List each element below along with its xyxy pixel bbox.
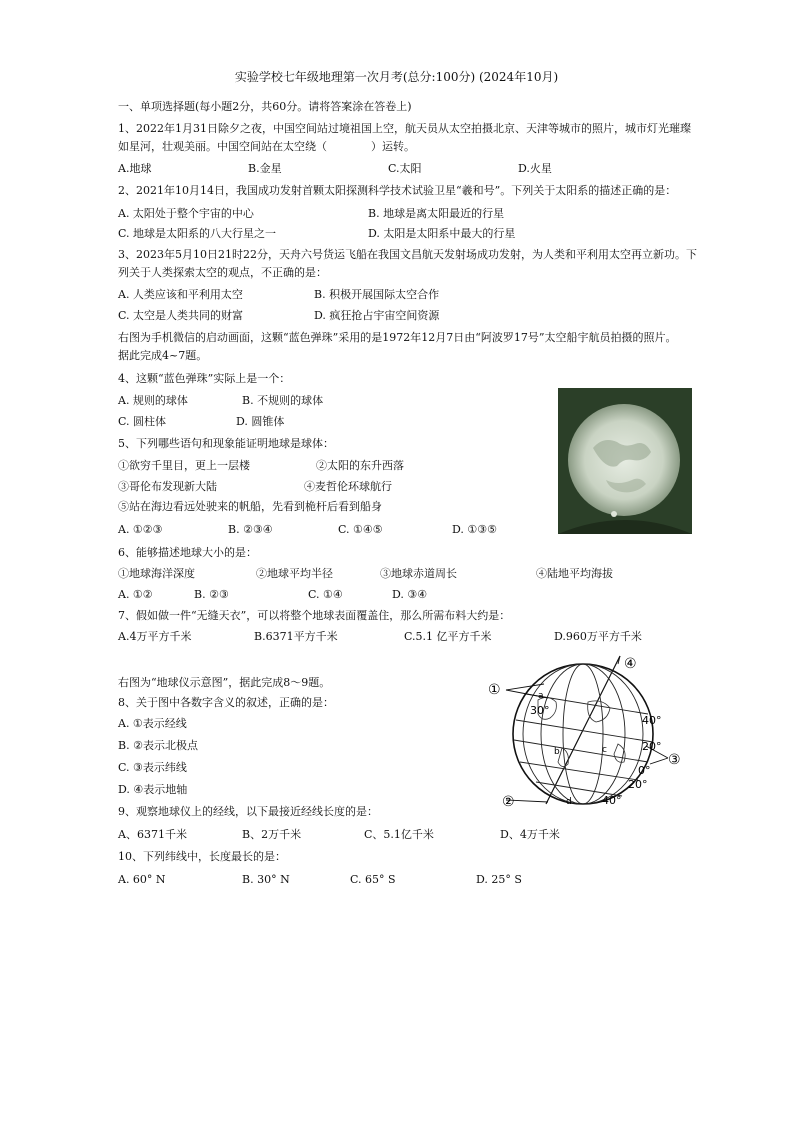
globe-label-3: ③ [668, 752, 681, 768]
q10-option-b[interactable]: B. 30° N [242, 873, 290, 886]
q4-option-a[interactable]: A. 规则的球体 [118, 394, 188, 407]
q5-item-4: ④麦哲伦环球航行 [304, 480, 392, 493]
q5-item-3: ③哥伦布发现新大陆 [118, 480, 217, 493]
q10-option-a[interactable]: A. 60° N [118, 873, 166, 886]
q9-option-b[interactable]: B、2万千米 [242, 828, 302, 841]
q7-option-b[interactable]: B.6371平方千米 [254, 630, 338, 643]
q3-option-d[interactable]: D. 疯狂抢占宇宙空间资源 [314, 309, 440, 322]
q5-option-c[interactable]: C. ①④⑤ [338, 523, 383, 536]
q6-option-b[interactable]: B. ②③ [194, 588, 229, 601]
q8-option-c[interactable]: C. ③表示纬线 [118, 761, 187, 774]
section-heading: 一、单项选择题(每小题2分，共60分。请将答案涂在答卷上) [118, 100, 412, 113]
q4-option-c[interactable]: C. 圆柱体 [118, 415, 167, 428]
q2-option-a[interactable]: A. 太阳处于整个宇宙的中心 [118, 207, 254, 220]
q1-stem-line2: 如星河，壮观美丽。中国空间站在太空绕（ ）运转。 [118, 140, 415, 153]
q5-stem: 5、下列哪些语句和现象能证明地球是球体： [118, 437, 334, 450]
q6-item-2: ②地球平均半径 [256, 567, 333, 580]
q1-option-b[interactable]: B.金星 [248, 162, 282, 175]
q8-option-b[interactable]: B. ②表示北极点 [118, 739, 198, 752]
q6-option-c[interactable]: C. ①④ [308, 588, 343, 601]
q6-option-a[interactable]: A. ①② [118, 588, 153, 601]
q9-option-c[interactable]: C、5.1亿千米 [364, 828, 434, 841]
q4-option-b[interactable]: B. 不规则的球体 [242, 394, 324, 407]
globe-degree-20n: 20° [642, 740, 662, 753]
intro-4-7-line1: 右图为手机微信的启动画面，这颗“蓝色弹珠”采用的是1972年12月7日由“阿波罗17号”太空船宇航员拍摄的照片。 [118, 331, 677, 344]
globe-degree-20s: 20° [628, 778, 648, 791]
globe-letter-b: b [554, 747, 560, 757]
q2-option-c[interactable]: C. 地球是太阳系的八大行星之一 [118, 227, 277, 240]
q5-item-2: ②太阳的东升西落 [316, 459, 404, 472]
globe-degree-40s: 40° [602, 794, 622, 807]
q5-option-a[interactable]: A. ①②③ [118, 523, 163, 536]
q7-option-a[interactable]: A.4万平方千米 [118, 630, 192, 643]
q9-option-a[interactable]: A、6371千米 [118, 828, 187, 841]
earth-photo-icon [558, 388, 692, 534]
q8-option-d[interactable]: D. ④表示地轴 [118, 783, 188, 796]
q6-option-d[interactable]: D. ③④ [392, 588, 428, 601]
q3-option-a[interactable]: A. 人类应该和平利用太空 [118, 288, 243, 301]
q10-option-c[interactable]: C. 65° S [350, 873, 396, 886]
q6-stem: 6、能够描述地球大小的是： [118, 546, 257, 559]
globe-diagram [478, 652, 698, 812]
q10-option-d[interactable]: D. 25° S [476, 873, 522, 886]
q1-stem-line1: 1、2022年1月31日除夕之夜，中国空间站过境祖国上空，航天员从太空拍摄北京、天津等城市的照片，城市灯光璀璨 [118, 122, 691, 135]
q2-stem: 2、2021年10月14日，我国成功发射首颗太阳探测科学技术试验卫星“羲和号”。下列关于太阳系的描述正确的是： [118, 184, 677, 197]
globe-label-1: ① [488, 682, 501, 698]
q10-stem: 10、下列纬线中，长度最长的是： [118, 850, 286, 863]
q7-option-c[interactable]: C.5.1 亿平方千米 [404, 630, 492, 643]
globe-degree-40n: 40° [642, 714, 662, 727]
globe-label-4: ④ [624, 656, 637, 672]
q3-option-c[interactable]: C. 太空是人类共同的财富 [118, 309, 244, 322]
q9-option-d[interactable]: D、4万千米 [500, 828, 560, 841]
q2-option-d[interactable]: D. 太阳是太阳系中最大的行星 [368, 227, 516, 240]
q7-stem: 7、假如做一件“无缝天衣”，可以将整个地球表面覆盖住，那么所需布料大约是： [118, 609, 511, 622]
blue-marble-photo [558, 388, 692, 534]
globe-degree-30: 30° [530, 704, 550, 717]
q4-stem: 4、这颗“蓝色弹珠”实际上是一个： [118, 372, 291, 385]
q5-item-5: ⑤站在海边看远处驶来的帆船，先看到桅杆后看到船身 [118, 500, 382, 513]
intro-4-7-line2: 据此完成4~7题。 [118, 349, 208, 362]
globe-letter-c: c [602, 745, 607, 755]
q7-option-d[interactable]: D.960万平方千米 [554, 630, 642, 643]
q3-stem-line1: 3、2023年5月10日21时22分，天舟六号货运飞船在我国文昌航天发射场成功发射，为人类和平利用太空再立新功。下 [118, 248, 697, 261]
q5-item-1: ①欲穷千里目，更上一层楼 [118, 459, 250, 472]
q5-option-b[interactable]: B. ②③④ [228, 523, 273, 536]
q2-option-b[interactable]: B. 地球是离太阳最近的行星 [368, 207, 505, 220]
q6-item-1: ①地球海洋深度 [118, 567, 195, 580]
q4-option-d[interactable]: D. 圆锥体 [236, 415, 285, 428]
q6-item-4: ④陆地平均海拔 [536, 567, 613, 580]
q1-option-d[interactable]: D.火星 [518, 162, 552, 175]
intro-8-9: 右图为“地球仪示意图”，据此完成8～9题。 [118, 676, 331, 689]
q1-option-a[interactable]: A.地球 [118, 162, 152, 175]
q5-option-d[interactable]: D. ①③⑤ [452, 523, 498, 536]
page-title: 实验学校七年级地理第一次月考(总分:100分) (2024年10月) [234, 70, 559, 84]
q6-item-3: ③地球赤道周长 [380, 567, 457, 580]
q1-option-c[interactable]: C.太阳 [388, 162, 422, 175]
q8-stem: 8、关于图中各数字含义的叙述，正确的是： [118, 696, 334, 709]
globe-letter-a: a [538, 691, 544, 701]
q9-stem: 9、观察地球仪上的经线，以下最接近经线长度的是： [118, 805, 378, 818]
q3-option-b[interactable]: B. 积极开展国际太空合作 [314, 288, 440, 301]
globe-label-2: ② [502, 794, 515, 810]
q3-stem-line2: 列关于人类探索太空的观点，不正确的是： [118, 266, 327, 279]
q8-option-a[interactable]: A. ①表示经线 [118, 717, 187, 730]
globe-degree-0: 0° [638, 764, 651, 777]
globe-letter-d: d [566, 797, 572, 807]
